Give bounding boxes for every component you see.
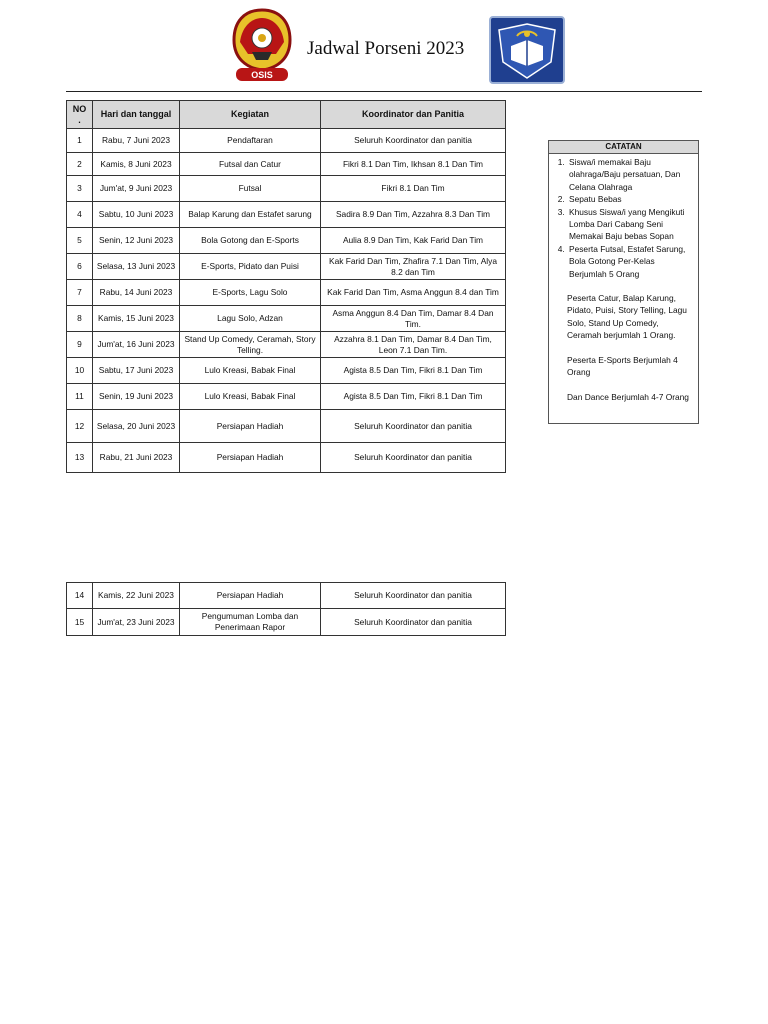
notes-paragraph: Peserta Catur, Balap Karung, Pidato, Puisi, Story Telling, Lagu Solo, Stand Up Comedy, Ceramah berjumlah 1 Orang.	[567, 293, 687, 341]
cell-activity: E-Sports, Lagu Solo	[180, 280, 321, 306]
cell-coordinator: Agista 8.5 Dan Tim, Fikri 8.1 Dan Tim	[321, 358, 506, 384]
column-header-coordinator: Koordinator dan Panitia	[321, 101, 506, 129]
school-logo	[489, 16, 565, 84]
notes-title: CATATAN	[549, 141, 698, 154]
cell-no: 5	[67, 228, 93, 254]
page-title: Jadwal Porseni 2023	[307, 38, 465, 59]
table-row	[67, 228, 506, 254]
cell-coordinator: Fikri 8.1 Dan Tim, Ikhsan 8.1 Dan Tim	[321, 153, 506, 176]
notes-item: 1. Siswa/i memakai Baju olahraga/Baju persatuan, Dan Celana Olahraga	[567, 156, 694, 193]
cell-date: Kamis, 15 Juni 2023	[93, 306, 180, 332]
table-row	[67, 129, 506, 153]
table-header-row	[67, 101, 506, 129]
header-divider	[66, 91, 702, 92]
cell-no: 14	[67, 583, 93, 609]
notes-paragraph: Dan Dance Berjumlah 4-7 Orang	[567, 391, 689, 402]
cell-no: 6	[67, 254, 93, 280]
cell-coordinator: Fikri 8.1 Dan Tim	[321, 176, 506, 202]
notes-item: 2. Sepatu Bebas	[567, 193, 694, 205]
osis-logo-text: OSIS	[251, 70, 273, 80]
cell-coordinator: Aulia 8.9 Dan Tim, Kak Farid Dan Tim	[321, 228, 506, 254]
cell-activity: Lagu Solo, Adzan	[180, 306, 321, 332]
cell-coordinator: Seluruh Koordinator dan panitia	[321, 129, 506, 153]
cell-date: Senin, 12 Juni 2023	[93, 228, 180, 254]
cell-date: Selasa, 20 Juni 2023	[93, 410, 180, 443]
cell-date: Selasa, 13 Juni 2023	[93, 254, 180, 280]
cell-coordinator: Seluruh Koordinator dan panitia	[321, 443, 506, 473]
cell-coordinator: Seluruh Koordinator dan panitia	[321, 609, 506, 636]
notes-box	[548, 140, 699, 424]
cell-no: 9	[67, 332, 93, 358]
cell-no: 3	[67, 176, 93, 202]
cell-activity: Lulo Kreasi, Babak Final	[180, 384, 321, 410]
cell-date: Sabtu, 17 Juni 2023	[93, 358, 180, 384]
cell-no: 8	[67, 306, 93, 332]
cell-no: 1	[67, 129, 93, 153]
cell-coordinator: Agista 8.5 Dan Tim, Fikri 8.1 Dan Tim	[321, 384, 506, 410]
cell-date: Senin, 19 Juni 2023	[93, 384, 180, 410]
table-row	[67, 306, 506, 332]
cell-no: 11	[67, 384, 93, 410]
cell-date: Rabu, 7 Juni 2023	[93, 129, 180, 153]
column-header-date: Hari dan tanggal	[93, 101, 180, 129]
column-header-activity: Kegiatan	[180, 101, 321, 129]
cell-date: Rabu, 21 Juni 2023	[93, 443, 180, 473]
cell-date: Jum'at, 23 Juni 2023	[93, 609, 180, 636]
cell-activity: Persiapan Hadiah	[180, 583, 321, 609]
cell-date: Jum'at, 9 Juni 2023	[93, 176, 180, 202]
table-row	[67, 153, 506, 176]
cell-activity: Pendaftaran	[180, 129, 321, 153]
cell-activity: E-Sports, Pidato dan Puisi	[180, 254, 321, 280]
schedule-table-continued	[66, 582, 506, 636]
schedule-table	[66, 100, 506, 473]
cell-activity: Pengumuman Lomba dan Penerimaan Rapor	[180, 609, 321, 636]
table-row	[67, 358, 506, 384]
cell-date: Kamis, 8 Juni 2023	[93, 153, 180, 176]
table-row	[67, 332, 506, 358]
cell-activity: Futsal dan Catur	[180, 153, 321, 176]
cell-no: 7	[67, 280, 93, 306]
cell-activity: Persiapan Hadiah	[180, 410, 321, 443]
cell-activity: Persiapan Hadiah	[180, 443, 321, 473]
cell-no: 12	[67, 410, 93, 443]
table-row	[67, 280, 506, 306]
cell-coordinator: Kak Farid Dan Tim, Asma Anggun 8.4 dan Tim	[321, 280, 506, 306]
notes-item: 4. Peserta Futsal, Estafet Sarung, Bola Gotong Per-Kelas Berjumlah 5 Orang	[567, 243, 694, 280]
table-row	[67, 254, 506, 280]
column-header-no: NO .	[67, 101, 93, 129]
table-row	[67, 443, 506, 473]
cell-coordinator: Sadira 8.9 Dan Tim, Azzahra 8.3 Dan Tim	[321, 202, 506, 228]
cell-activity: Bola Gotong dan E-Sports	[180, 228, 321, 254]
table-row	[67, 202, 506, 228]
cell-no: 2	[67, 153, 93, 176]
cell-activity: Lulo Kreasi, Babak Final	[180, 358, 321, 384]
table-row	[67, 583, 506, 609]
cell-date: Sabtu, 10 Juni 2023	[93, 202, 180, 228]
notes-paragraph: Peserta E-Sports Berjumlah 4 Orang	[567, 354, 678, 378]
cell-date: Rabu, 14 Juni 2023	[93, 280, 180, 306]
table-row	[67, 176, 506, 202]
cell-activity: Futsal	[180, 176, 321, 202]
cell-coordinator: Seluruh Koordinator dan panitia	[321, 410, 506, 443]
cell-no: 4	[67, 202, 93, 228]
notes-item: 3. Khusus Siswa/i yang Mengikuti Lomba Dari Cabang Seni Memakai Baju bebas Sopan	[567, 206, 694, 243]
cell-coordinator: Azzahra 8.1 Dan Tim, Damar 8.4 Dan Tim, Leon 7.1 Dan Tim.	[321, 332, 506, 358]
cell-coordinator: Asma Anggun 8.4 Dan Tim, Damar 8.4 Dan Tim.	[321, 306, 506, 332]
cell-no: 10	[67, 358, 93, 384]
cell-activity: Balap Karung dan Estafet sarung	[180, 202, 321, 228]
cell-activity: Stand Up Comedy, Ceramah, Story Telling.	[180, 332, 321, 358]
cell-coordinator: Kak Farid Dan Tim, Zhafira 7.1 Dan Tim, Alya 8.2 dan Tim	[321, 254, 506, 280]
cell-no: 13	[67, 443, 93, 473]
cell-date: Kamis, 22 Juni 2023	[93, 583, 180, 609]
cell-no: 15	[67, 609, 93, 636]
table-row	[67, 384, 506, 410]
cell-coordinator: Seluruh Koordinator dan panitia	[321, 583, 506, 609]
cell-date: Jum'at, 16 Juni 2023	[93, 332, 180, 358]
notes-list	[549, 156, 698, 280]
table-row	[67, 410, 506, 443]
osis-logo	[230, 8, 294, 84]
table-row	[67, 609, 506, 636]
